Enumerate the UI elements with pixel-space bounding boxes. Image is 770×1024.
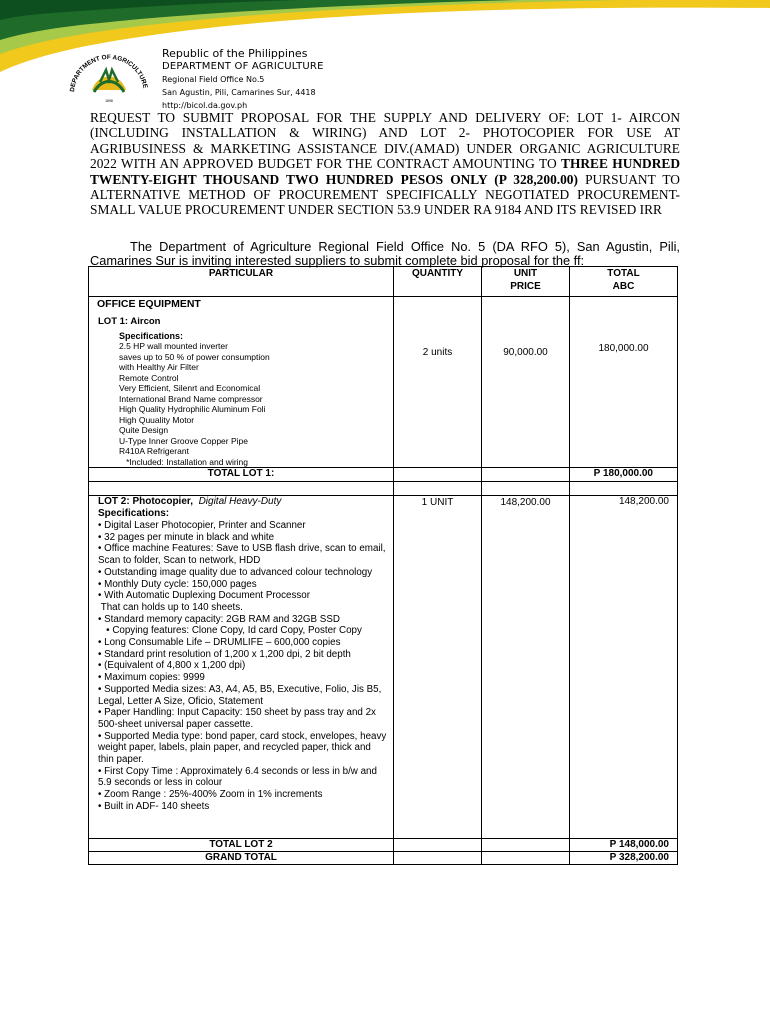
lot1-spec-item: R410A Refrigerant (119, 446, 189, 456)
lot2-row (89, 496, 678, 839)
lot1-spec-item: Very Efficient, Silenrt and Economical (119, 383, 261, 393)
lot2-spec-item: • Digital Laser Photocopier, Printer and Scanner (98, 520, 306, 531)
lot2-total-label: TOTAL LOT 2 (89, 839, 394, 852)
da-seal-logo (62, 42, 156, 104)
lot2-spec-item: • With Automatic Duplexing Document Processor (98, 590, 310, 602)
grand-total-row (89, 852, 678, 865)
document-title (90, 110, 680, 218)
lot2-spec-item: • Maximum copies: 9999 (98, 672, 205, 684)
lot2-title-line (89, 496, 393, 508)
lot1-spec-label: Specifications: (119, 331, 184, 341)
lot1-spec-item: 2.5 HP wall mounted inverter (119, 341, 228, 351)
header-unit-price: UNIT PRICE (482, 267, 570, 297)
department-label: DEPARTMENT OF AGRICULTURE (162, 61, 324, 72)
lot1-total-label: TOTAL LOT 1: (89, 468, 394, 482)
lot1-spec-list (89, 341, 393, 467)
lot2-spec-item: • Paper Handling: Input Capacity: 150 sheet by pass tray and 2x 500-sheet universal paper cassette. (98, 707, 379, 730)
lot2-total: 148,200.00 (570, 496, 678, 839)
office-label: Regional Field Office No.5 (162, 75, 265, 84)
lot1-title: LOT 1: Aircon (98, 316, 161, 327)
lot1-spec-item: U-Type Inner Groove Copper Pipe (119, 435, 248, 446)
title-part2: PURSUANT TO ALTERNATIVE METHOD OF PROCUREMENT SPECIFICALLY NEGOTIATED PROCUREMENT-SMALL VALUE PROCUREMENT UNDER SECTION 53.9 UNDER RA 9184 AND ITS REVISED IRR (90, 171, 680, 218)
svg-text:1898: 1898 (105, 99, 113, 103)
lot1-total-value: P 180,000.00 (570, 468, 678, 482)
spacer-row (89, 482, 678, 496)
section-label: OFFICE EQUIPMENT (97, 298, 201, 310)
table-header-row (89, 267, 678, 297)
lot2-spec-list (89, 520, 393, 813)
lot1-total: 180,000.00 (570, 297, 678, 468)
lot2-spec-item: • Copying features: Clone Copy, Id card Copy, Poster Copy (98, 625, 362, 637)
grand-total-value: P 328,200.00 (570, 852, 678, 865)
lot2-spec-item: That can holds up to 140 sheets. (98, 601, 243, 613)
lot1-row (89, 297, 678, 468)
republic-label: Republic of the Philippines (162, 47, 308, 60)
intro-paragraph: The Department of Agriculture Regional Field Office No. 5 (DA RFO 5), San Agustin, Pili, Camarines Sur is inviting interested suppliers to submit complete bid proposal for the ff: (90, 239, 680, 268)
header-quantity: QUANTITY (394, 267, 482, 297)
lot2-total-row (89, 839, 678, 852)
grand-total-label: GRAND TOTAL (89, 852, 394, 865)
lot2-spec-item: • Supported Media sizes: A3, A4, A5, B5, Executive, Folio, Jis B5, Legal, Letter A Size, Oficio, Statement (98, 683, 385, 707)
website-link[interactable]: http://bicol.da.gov.ph (162, 101, 248, 110)
lot2-spec-item: • Supported Media type: bond paper, card stock, envelopes, heavy weight paper, labels, plain paper, and recycled paper, thick and thin paper. (98, 730, 390, 766)
lot1-spec-item: Quite Design (119, 425, 169, 435)
svg-text:DEPARTMENT OF AGRICULTURE: DEPARTMENT OF AGRICULTURE (69, 53, 149, 93)
lot1-spec-item: High Quuality Motor (119, 414, 195, 425)
lot2-quantity: 1 UNIT (394, 496, 482, 839)
lot2-spec-item: • Outstanding image quality due to advanced colour technology (98, 566, 373, 578)
lot2-spec-item: • Standard print resolution of 1,200 x 1,200 dpi, 2 bit depth (98, 648, 351, 660)
lot2-spec-item: • Standard memory capacity: 2GB RAM and 32GB SSD (98, 613, 340, 625)
lot1-spec-item: *Included: Installation and wiring (119, 456, 249, 467)
lot1-spec-item: International Brand Name compressor (119, 393, 263, 404)
lot1-spec-item: Remote Control (119, 372, 179, 383)
lot2-unit-price: 148,200.00 (482, 496, 570, 839)
title-amount: THREE HUNDRED TWENTY-EIGHT THOUSAND TWO HUNDRED PESOS ONLY (P 328,200.00) (90, 156, 680, 187)
lot1-total-row (89, 468, 678, 482)
lot1-unit-price: 90,000.00 (482, 297, 570, 468)
lot2-spec-item: • 32 pages per minute in black and white (98, 531, 275, 543)
lot1-spec-item: High Quality Hydrophilic Aluminum Foli (119, 404, 266, 414)
bid-table (88, 266, 678, 865)
lot2-spec-item: • (Equivalent of 4,800 x 1,200 dpi) (98, 660, 246, 672)
header-total: TOTAL ABC (570, 267, 678, 297)
title-part1: REQUEST TO SUBMIT PROPOSAL FOR THE SUPPLY AND DELIVERY OF: LOT 1- AIRCON (INCLUDING INSTALLATION & WIRING) AND LOT 2- PHOTOCOPIER FOR USE AT AGRIBUSINESS & MARKETING ASSISTANCE DIV.(AMAD) UNDER ORGANIC AGRICULTURE 2022 WITH AN APPROVED BUDGET FOR THE CONTRACT AMOUNTING TO (90, 110, 680, 172)
lot1-particular (89, 297, 394, 468)
agency-header (162, 47, 324, 112)
lot2-spec-item: • Zoom Range : 25%-400% Zoom in 1% increments (98, 789, 323, 801)
lot2-spec-item: • Office machine Features: Save to USB flash drive, scan to email, Scan to folder, Scan to network, HDD (98, 543, 389, 567)
lot2-spec-item: • First Copy Time : Approximately 6.4 seconds or less in b/w and 5.9 seconds or less in colour (98, 765, 380, 789)
lot2-title-italic: Digital Heavy-Duty (198, 496, 282, 507)
lot2-spec-label: Specifications: (98, 508, 170, 519)
lot2-spec-item: • Built in ADF- 140 sheets (98, 800, 210, 812)
lot2-title: LOT 2: Photocopier, (98, 496, 194, 507)
lot1-spec-item: saves up to 50 % of power consumption (119, 351, 270, 362)
lot2-particular (89, 496, 394, 839)
lot2-spec-item: • Monthly Duty cycle: 150,000 pages (98, 578, 257, 590)
lot2-spec-item: • Long Consumable Life – DRUMLIFE – 600,000 copies (98, 637, 341, 649)
lot2-total-value: P 148,000.00 (570, 839, 678, 852)
lot1-quantity: 2 units (394, 297, 482, 468)
header-particular: PARTICULAR (89, 267, 394, 297)
lot1-spec-item: with Healthy Air Filter (119, 362, 199, 372)
address-label: San Agustin, Pili, Camarines Sur, 4418 (162, 88, 316, 97)
